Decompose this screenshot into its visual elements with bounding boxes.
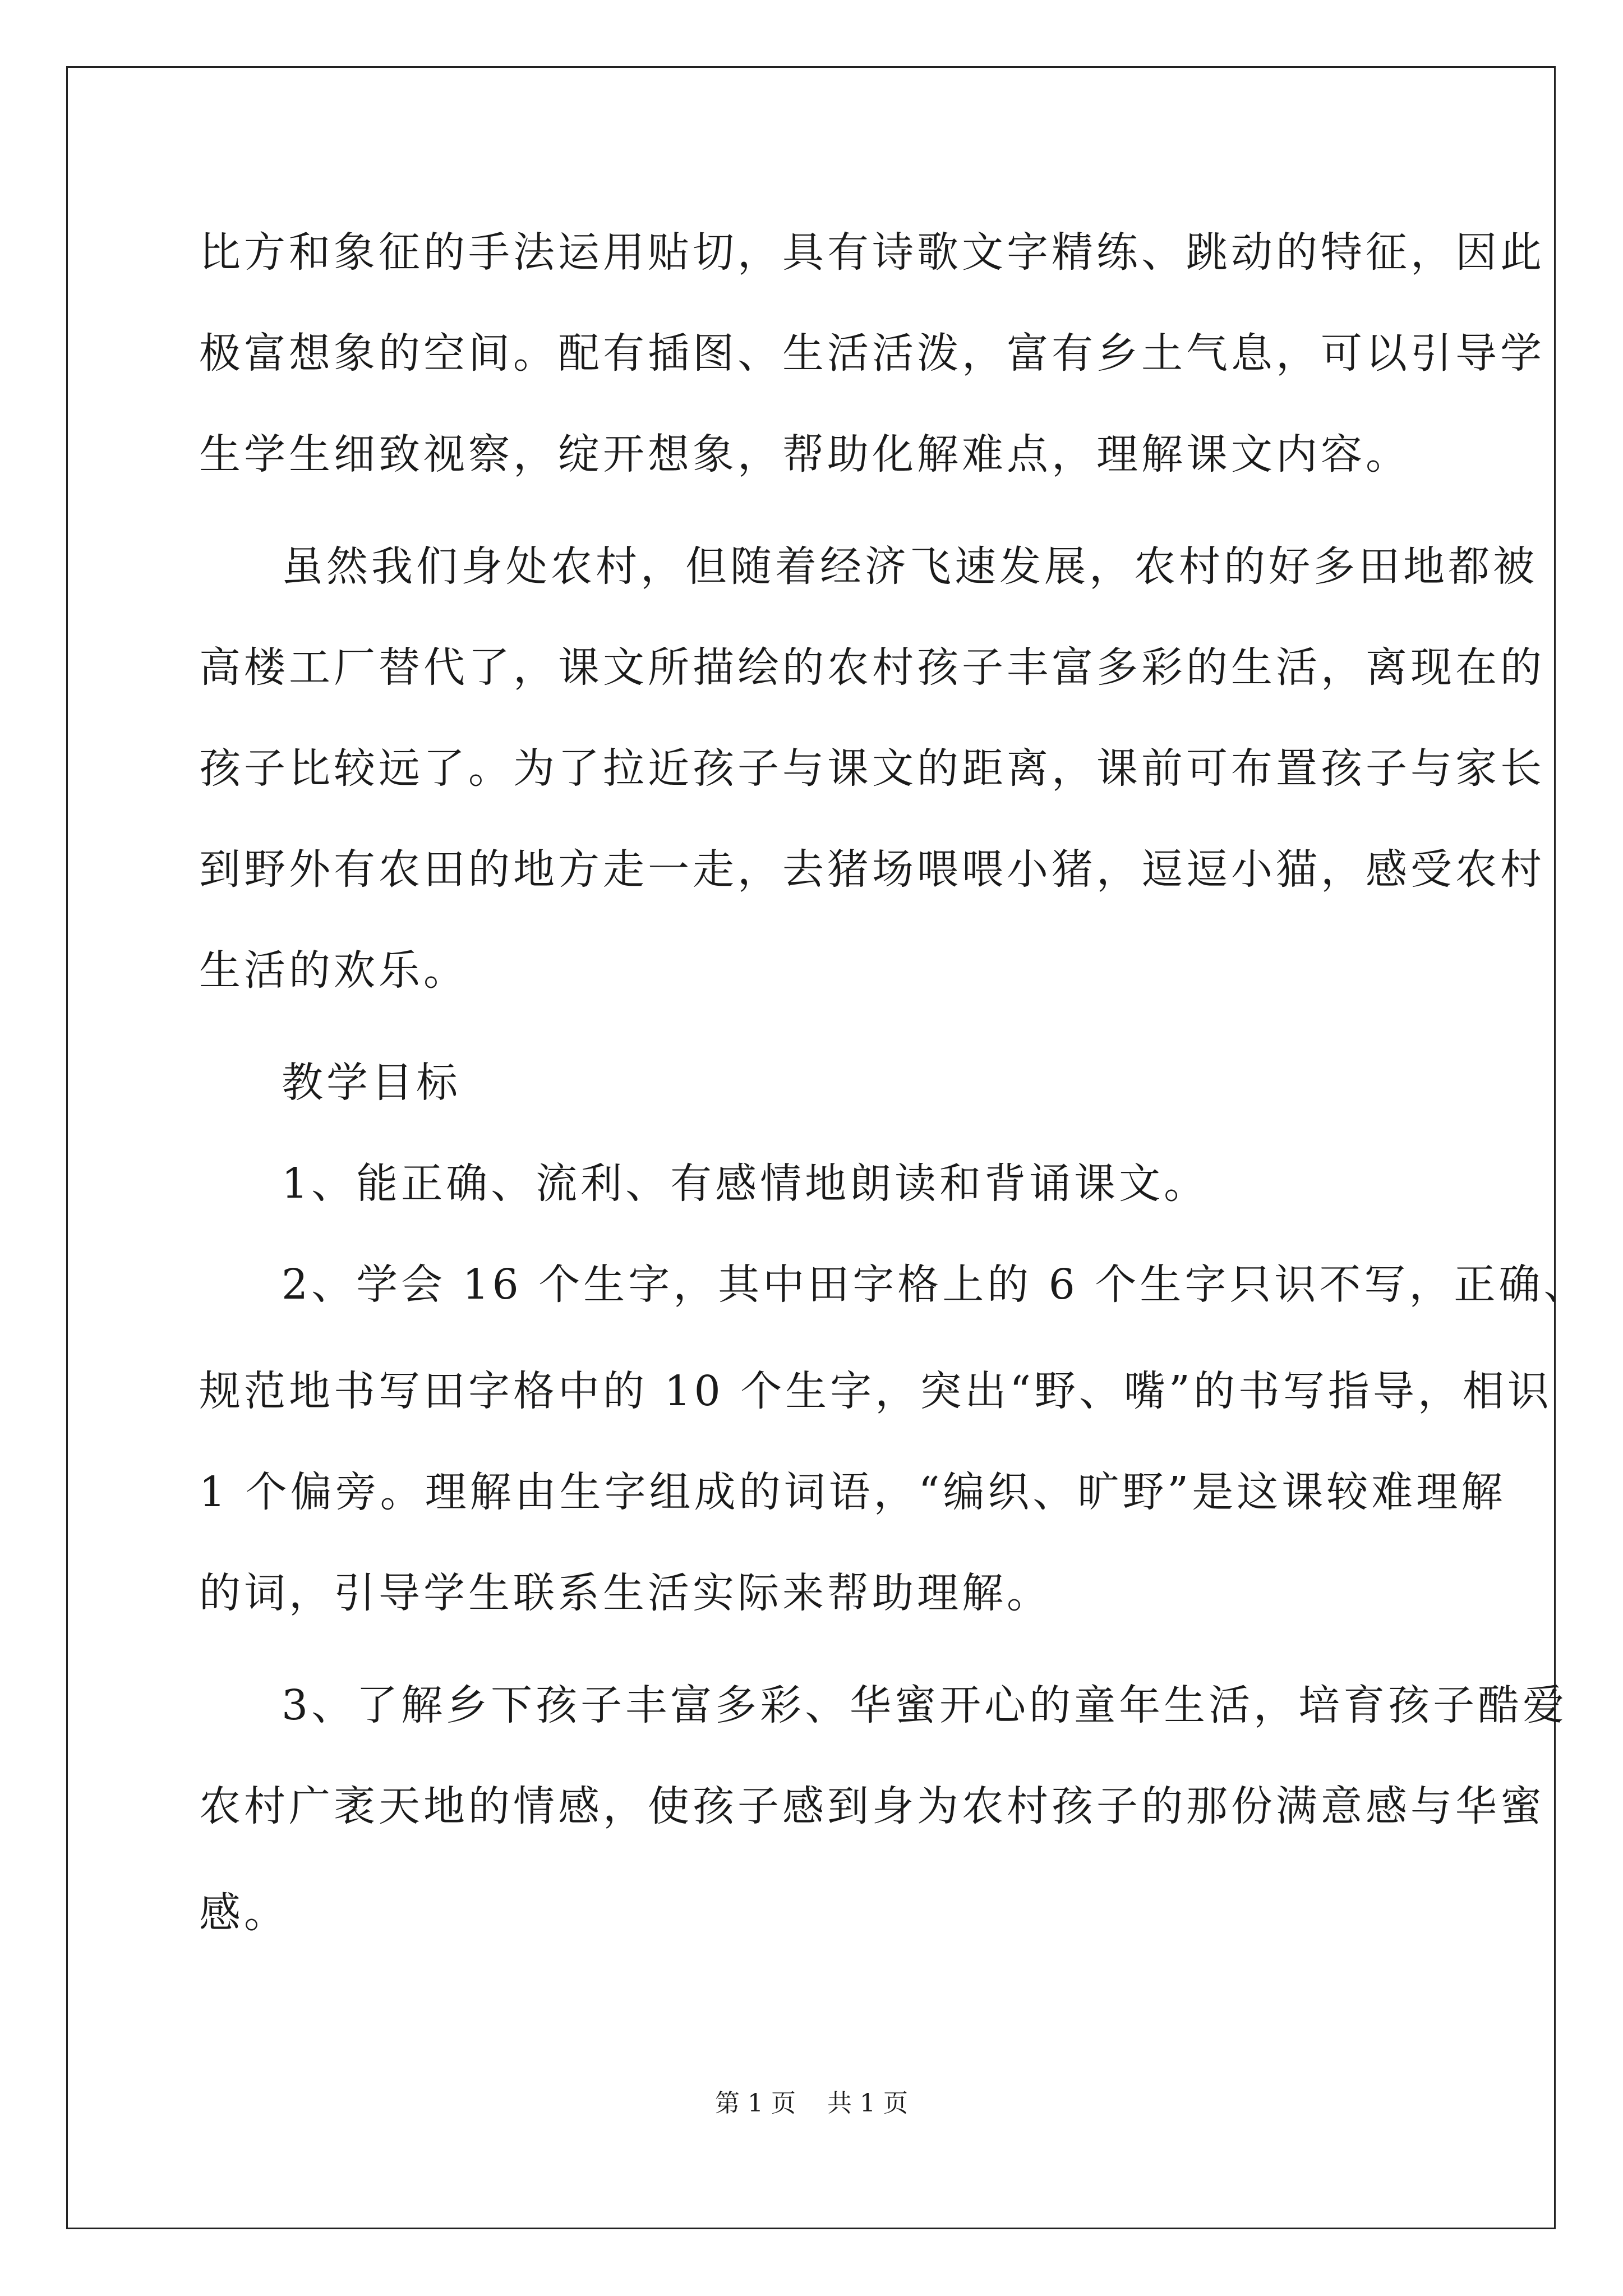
text-line: 到野外有农田的地方走一走，去猪场喂喂小猪，逗逗小猫，感受农村 [199, 845, 1545, 894]
text-line: 规范地书写田字格中的 10 个生字，突出“野、嘴”的书写指导，相识 [199, 1367, 1552, 1415]
text-line: 1、能正确、流利、有感情地朗读和背诵课文。 [282, 1159, 1209, 1208]
text-line: 高楼工厂替代了，课文所描绘的农村孩子丰富多彩的生活，离现在的 [199, 643, 1545, 692]
section-heading: 教学目标 [282, 1059, 461, 1107]
text-line: 农村广袤天地的情感，使孩子感到身为农村孩子的那份满意感与华蜜 [199, 1782, 1545, 1830]
page-total: 共 1 页 [827, 2089, 908, 2118]
text-line: 2、学会 16 个生字，其中田字格上的 6 个生字只识不写，正确、 [282, 1260, 1589, 1309]
text-line: 生活的欢乐。 [199, 946, 468, 995]
text-line: 比方和象征的手法运用贴切，具有诗歌文字精练、跳动的特征，因此 [199, 228, 1545, 277]
text-line: 虽然我们身处农村，但随着经济飞速发展，农村的好多田地都被 [282, 542, 1538, 591]
text-line: 孩子比较远了。为了拉近孩子与课文的距离，课前可布置孩子与家长 [199, 744, 1545, 793]
text-line: 1 个偏旁。理解由生字组成的词语，“编织、旷野”是这课较难理解 [199, 1468, 1506, 1516]
page-border [66, 66, 1556, 2229]
text-line: 的词，引导学生联系生活实际来帮助理解。 [199, 1569, 1052, 1617]
text-line: 极富想象的空间。配有插图、生活活泼，富有乡土气息，可以引导学 [199, 329, 1545, 378]
page-number: 第 1 页 [715, 2089, 796, 2118]
page-footer [0, 2087, 1623, 2120]
text-line: 3、了解乡下孩子丰富多彩、华蜜开心的童年生活，培育孩子酷爱 [282, 1681, 1568, 1729]
text-line: 感。 [199, 1889, 289, 1937]
text-line: 生学生细致视察，绽开想象，帮助化解难点，理解课文内容。 [199, 430, 1410, 478]
